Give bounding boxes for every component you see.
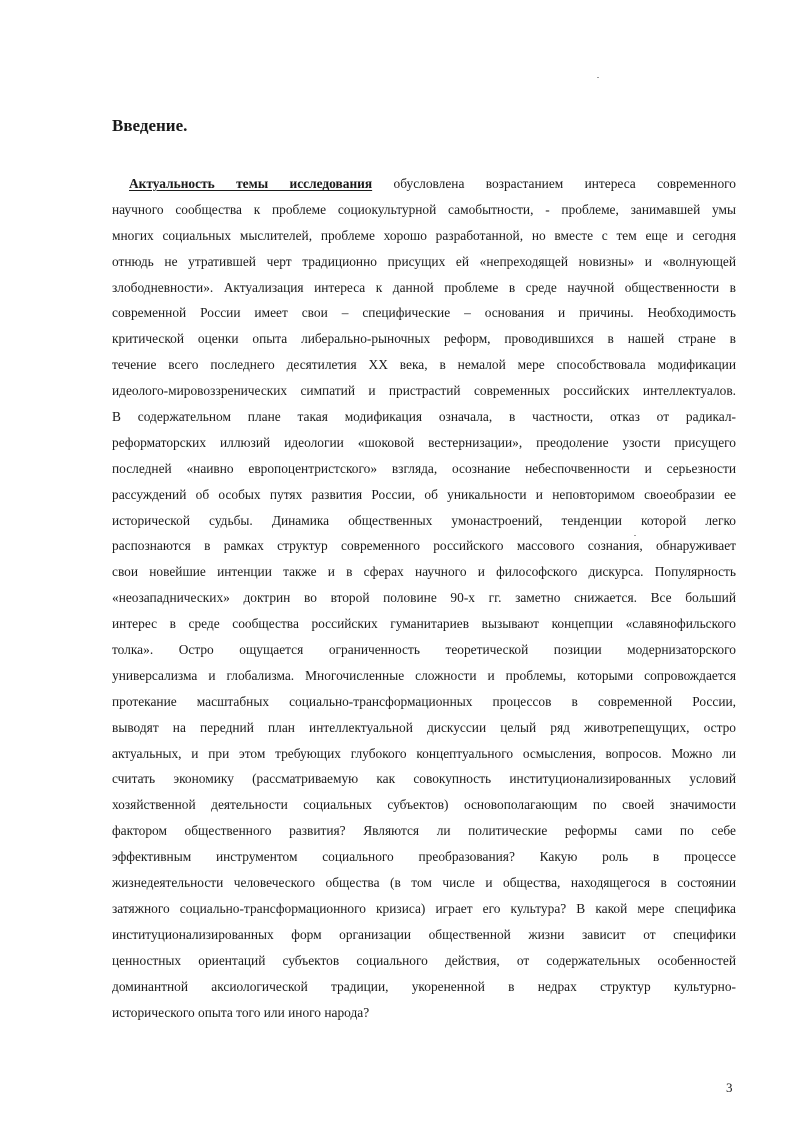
paragraph-line: свои новейшие интенции также и в сферах научного и философского дискурса. Популярность xyxy=(112,564,736,580)
paragraph-line: хозяйственной деятельности социальных субъектов) основополагающим по своей значимости xyxy=(112,797,736,813)
paragraph-line: критической оценки опыта либерально-рыночных реформ, проводившихся в нашей стране в xyxy=(112,331,736,347)
section-heading: Введение. xyxy=(112,116,188,135)
paragraph-line: современной России имеет свои – специфические – основания и причины. Необходимость xyxy=(112,305,736,321)
paragraph-line: реформаторских иллюзий идеологии «шоковой вестернизации», преодоление узости присущего xyxy=(112,434,736,450)
paragraph-line: течение всего последнего десятилетия XX века, в немалой мере способствовала модификации xyxy=(112,357,736,373)
paragraph-line: научного сообщества к проблеме социокультурной самобытности, - проблеме, занимавшей умы xyxy=(112,201,736,217)
paragraph-line: институционализированных форм организации общественной жизни зависит от специфики xyxy=(112,926,736,942)
paragraph-line: доминантной аксиологической традиции, укорененной в недрах структур культурно- xyxy=(112,978,736,994)
body-paragraph xyxy=(112,171,736,1025)
paragraph-line: ценностных ориентаций субъектов социального действия, от содержательных особенностей xyxy=(112,952,736,968)
paragraph-line: актуальных, и при этом требующих глубокого концептуального осмысления, вопросов. Можно ли xyxy=(112,745,736,761)
paragraph-line: универсализма и глобализма. Многочисленные сложности и проблемы, которыми сопровождается xyxy=(112,667,736,683)
paragraph-line: фактором общественного развития? Являются ли политические реформы сами по себе xyxy=(112,823,736,839)
paragraph-line: затяжного социально-трансформационного кризиса) играет его культура? В какой мере специфика xyxy=(112,900,736,916)
paragraph-line: отнюдь не утратившей черт традиционно присущих ей «непреходящей новизны» и «волнующей xyxy=(112,253,736,269)
scan-speck xyxy=(597,77,599,78)
paragraph-line: протекание масштабных социально-трансформационных процессов в современной России, xyxy=(112,693,736,709)
paragraph-line: распознаются в рамках структур современного российского массового сознания, обнаруживает xyxy=(112,538,736,554)
paragraph-line: многих социальных мыслителей, проблеме хорошо разработанной, но вместе с тем еще и сегодня xyxy=(112,227,736,243)
paragraph-line: злободневности». Актуализация интереса к данной проблеме в среде научной общественности в xyxy=(112,279,736,295)
paragraph-line: идеолого-мировоззренических симпатий и пристрастий современных российских интеллектуалов. xyxy=(112,383,736,399)
paragraph-line: интерес в среде сообщества российских гуманитариев вызывают концепции «славянофильского xyxy=(112,616,736,632)
page-number: 3 xyxy=(726,1080,733,1095)
paragraph-line xyxy=(112,171,736,197)
paragraph-line: рассуждений об особых путях развития России, об уникальности и неповторимом своеобразии ее xyxy=(112,486,736,502)
paragraph-line: исторической судьбы. Динамика общественных умонастроений, тенденции которой легко xyxy=(112,512,736,528)
paragraph-line: толка». Остро ощущается ограниченность теоретической позиции модернизаторского xyxy=(112,642,736,658)
line-text: обусловлена возрастанием интереса современного xyxy=(393,176,736,191)
paragraph-line: исторического опыта того или иного народа? xyxy=(112,1004,370,1020)
lead-phrase: Актуальность темы исследования xyxy=(129,176,373,191)
paragraph-line: В содержательном плане такая модификация означала, в частности, отказ от радикал- xyxy=(112,409,736,425)
paragraph-line: считать экономику (рассматриваемую как совокупность институционализированных условий xyxy=(112,771,736,787)
paragraph-line: выводят на передний план интеллектуальной дискуссии целый ряд животрепещущих, остро xyxy=(112,719,736,735)
paragraph-line: эффективным инструментом социального преобразования? Какую роль в процессе xyxy=(112,849,736,865)
paragraph-line: последней «наивно европоцентристского» взгляда, осознание небеспочвенности и серьезности xyxy=(112,460,736,476)
paragraph-line: «неозападнических» доктрин во второй половине 90-х гг. заметно снижается. Все больший xyxy=(112,590,736,606)
paragraph-line: жизнедеятельности человеческого общества (в том числе и общества, находящегося в состоянии xyxy=(112,875,736,891)
